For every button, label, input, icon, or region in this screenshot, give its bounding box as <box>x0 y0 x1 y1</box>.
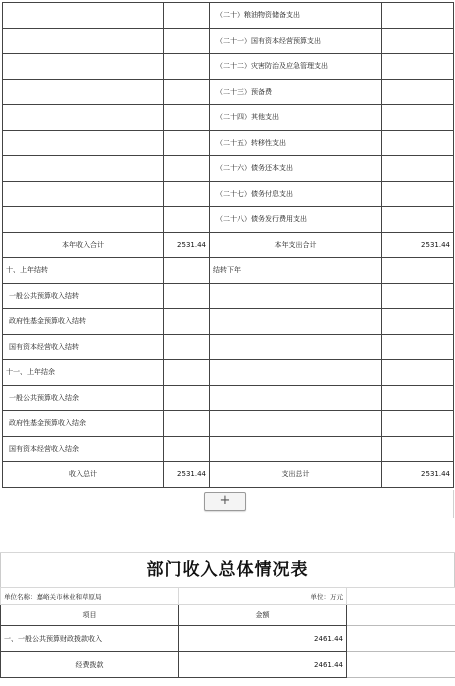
grand-income-value[interactable]: 2531.44 <box>164 462 210 488</box>
expense-item[interactable]: （二十六）债务还本支出 <box>210 156 382 182</box>
row-value[interactable]: 2461.44 <box>179 626 347 652</box>
table-row <box>3 3 454 29</box>
table-row <box>3 181 454 207</box>
carryover-next-label[interactable]: 结转下年 <box>210 258 382 284</box>
table-row <box>3 207 454 233</box>
table-row <box>3 105 454 131</box>
budget-table-sheet <box>2 2 453 488</box>
table-row <box>3 54 454 80</box>
income-expense-table <box>2 2 454 488</box>
table-row <box>3 309 454 335</box>
expense-item[interactable]: （二十）粮油物资储备支出 <box>210 3 382 29</box>
surplus-item[interactable]: 政府性基金预算收入结余 <box>3 411 164 437</box>
table-row <box>3 28 454 54</box>
unit-name[interactable]: 单位名称：嘉峪关市林业和草原局 <box>1 588 179 605</box>
table-row <box>3 385 454 411</box>
table-row <box>3 156 454 182</box>
page-title: 部门收入总体情况表 <box>0 553 455 587</box>
income-summary-table <box>0 587 455 678</box>
row-value[interactable]: 2461.44 <box>179 652 347 678</box>
expense-item[interactable]: （二十一）国有资本经营预算支出 <box>210 28 382 54</box>
income-summary-sheet <box>0 553 455 678</box>
table-row <box>3 79 454 105</box>
expense-total-value[interactable]: 2531.44 <box>382 232 454 258</box>
scroll-edge <box>453 490 454 518</box>
row-label[interactable]: 一、一般公共预算财政拨款收入 <box>1 626 179 652</box>
table-row <box>3 130 454 156</box>
table-row <box>3 334 454 360</box>
surplus-row <box>3 360 454 386</box>
expense-item[interactable]: （二十八）债务发行费用支出 <box>210 207 382 233</box>
table-row <box>1 626 455 652</box>
unit-row <box>1 588 455 605</box>
header-row <box>1 605 455 626</box>
grand-total-row <box>3 462 454 488</box>
grand-income-label[interactable]: 收入总计 <box>3 462 164 488</box>
carryover-item[interactable]: 国有资本经营收入结转 <box>3 334 164 360</box>
expense-total-label[interactable]: 本年支出合计 <box>210 232 382 258</box>
table-row <box>3 436 454 462</box>
expense-item[interactable]: （二十七）债务付息支出 <box>210 181 382 207</box>
row-label[interactable]: 经费拨款 <box>1 652 179 678</box>
surplus-item[interactable]: 一般公共预算收入结余 <box>3 385 164 411</box>
expense-item[interactable]: （二十三）预备费 <box>210 79 382 105</box>
col-item-header[interactable]: 项目 <box>1 605 179 626</box>
carryover-item[interactable]: 政府性基金预算收入结转 <box>3 309 164 335</box>
carryover-label[interactable]: 十、上年结转 <box>3 258 164 284</box>
income-total-row <box>3 232 454 258</box>
table-row <box>1 652 455 678</box>
expense-item[interactable]: （二十四）其他支出 <box>210 105 382 131</box>
expense-item[interactable]: （二十五）转移性支出 <box>210 130 382 156</box>
income-total-label[interactable]: 本年收入合计 <box>3 232 164 258</box>
table-row <box>3 283 454 309</box>
col-amount-header[interactable]: 金额 <box>179 605 347 626</box>
surplus-item[interactable]: 国有资本经营收入结余 <box>3 436 164 462</box>
unit-measure[interactable]: 单位：万元 <box>179 588 347 605</box>
surplus-label[interactable]: 十一、上年结余 <box>3 360 164 386</box>
expense-item[interactable]: （二十二）灾害防治及应急管理支出 <box>210 54 382 80</box>
grand-expense-label[interactable]: 支出总计 <box>210 462 382 488</box>
table-row <box>3 411 454 437</box>
carryover-row <box>3 258 454 284</box>
income-total-value[interactable]: 2531.44 <box>164 232 210 258</box>
grand-expense-value[interactable]: 2531.44 <box>382 462 454 488</box>
carryover-item[interactable]: 一般公共预算收入结转 <box>3 283 164 309</box>
add-sheet-button[interactable]: + <box>204 492 246 511</box>
